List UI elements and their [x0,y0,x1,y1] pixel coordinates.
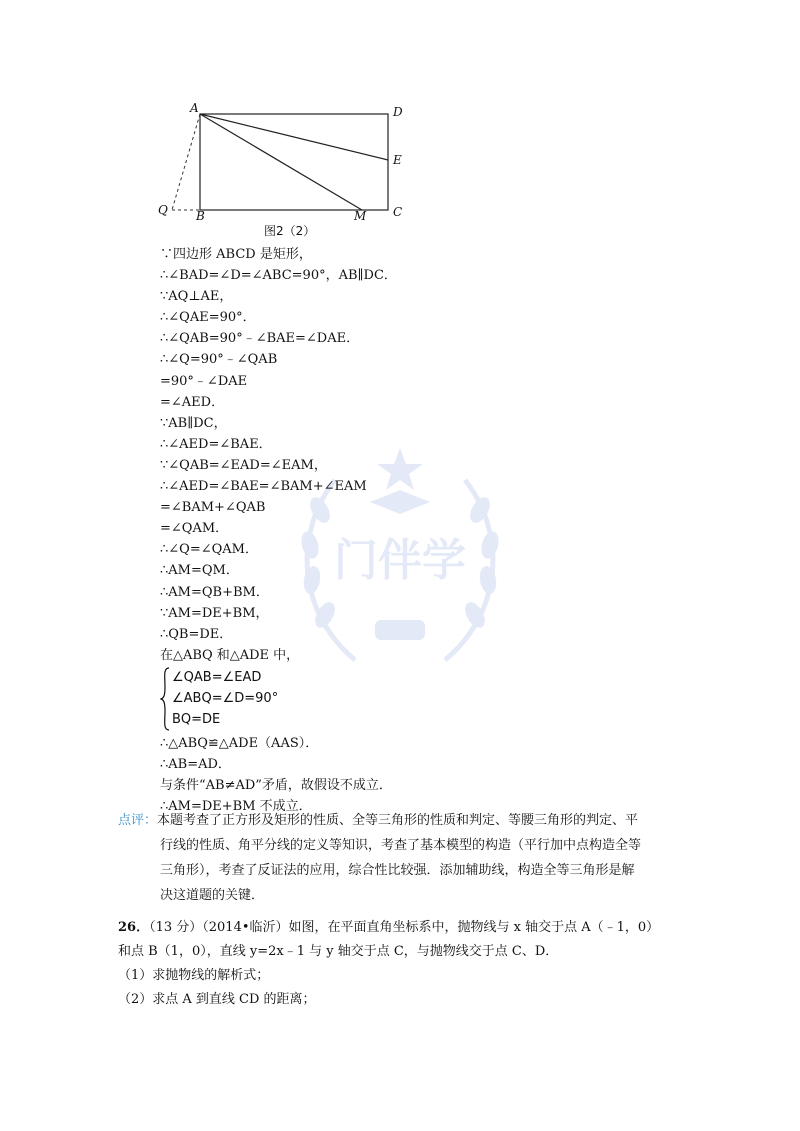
equation-row: ∠QAB=∠EAD [172,669,262,685]
label-e: E [393,153,402,167]
solution-line: ∵四边形 ABCD 是矩形， [160,247,312,262]
question-26-line [118,916,738,940]
comment-line: 决这道题的关键． [160,888,265,903]
geometry-figure [150,96,410,246]
solution-line: ∴∠AED=∠BAE． [160,436,272,452]
label-c: C [393,205,403,219]
label-m: M [354,209,367,223]
solution-line: ∴AM=DE+BM 不成立． [160,799,312,815]
question-26-line: 和点 B（1，0），直线 y=2x﹣1 与 y 轴交于点 C，与抛物线交于点 C、D． [118,944,559,959]
solution-line: ∵∠QAB=∠EAD=∠EAM， [160,457,327,473]
question-part: （1）求抛物线的解析式； [118,968,270,983]
solution-line: =90°﹣∠DAE [160,373,248,389]
solution-line: ∵AQ⊥AE， [160,289,233,305]
solution-line: ∴∠BAD=∠D=∠ABC=90°，AB∥DC． [160,268,397,284]
solution-line: ∴AM=QM． [160,563,239,579]
segment-ae [200,114,388,160]
solution-line: =∠QAM． [160,521,229,537]
solution-line: 在△ABQ 和△ADE 中， [160,647,300,663]
solution-line: 与条件“AB≠AD”矛盾，故假设不成立． [160,778,392,794]
solution-line: ∵AM=DE+BM， [160,605,269,621]
label-a: A [190,101,199,115]
solution-line: ∴∠QAB=90°﹣∠BAE=∠DAE． [160,331,360,347]
comment-tag: 点评： [118,813,158,828]
equation-system-rows [172,667,278,730]
comment-line: 三角形），考查了反证法的应用，综合性比较强．添加辅助线，构造全等三角形是解 [160,863,635,878]
watermark-text: 门伴学 [334,535,466,586]
question-text: （13 分）（2014•临沂）如图，在平面直角坐标系中，抛物线与 x 轴交于点 A（﹣1，0） [149,920,660,935]
solution-line: ∴AB=AD． [160,756,231,772]
solution-line: ∴∠Q=90°﹣∠QAB [160,352,278,368]
equation-row: ∠ABQ=∠D=90° [172,690,279,706]
label-b: B [196,209,205,223]
solution-line: ∴∠AED=∠BAE=∠BAM+∠EAM [160,479,367,495]
comment-line: 本题考查了正方形及矩形的性质、全等三角形的性质和判定、等腰三角形的判定、平 [157,813,639,828]
question-part: （2）求点 A 到直线 CD 的距离； [118,992,316,1007]
solution-line: =∠BAM+∠QAB [160,500,266,516]
question-26 [118,916,738,1012]
comment-first-row [118,808,718,833]
solution-line: ∴△ABQ≌△ADE（AAS）． [160,735,319,751]
equation-row: BQ=DE [172,711,221,727]
equation-system [160,667,720,733]
left-brace-icon [160,667,170,731]
figure-caption: 图2（2） [264,224,316,238]
solution-line: ∴∠Q=∠QAM． [160,542,258,558]
solution-line: ∴AM=QB+BM． [160,584,269,600]
solution-line: ∴QB=DE． [160,626,233,642]
solution-line: =∠AED． [160,394,225,410]
comment-line: 行线的性质、角平分线的定义等知识，考查了基本模型的构造（平行加中点构造全等 [160,838,642,853]
segment-am [200,114,362,210]
question-number: 26． [118,920,150,935]
rectangle-abcd [200,114,388,210]
label-q: Q [158,203,168,217]
solution-line: ∴∠QAE=90°． [160,310,256,326]
comment-block [118,808,718,908]
segment-aq-dashed [172,114,200,210]
label-d: D [393,105,403,119]
solution-line: ∵AB∥DC， [160,415,227,431]
solution-steps [160,244,720,817]
